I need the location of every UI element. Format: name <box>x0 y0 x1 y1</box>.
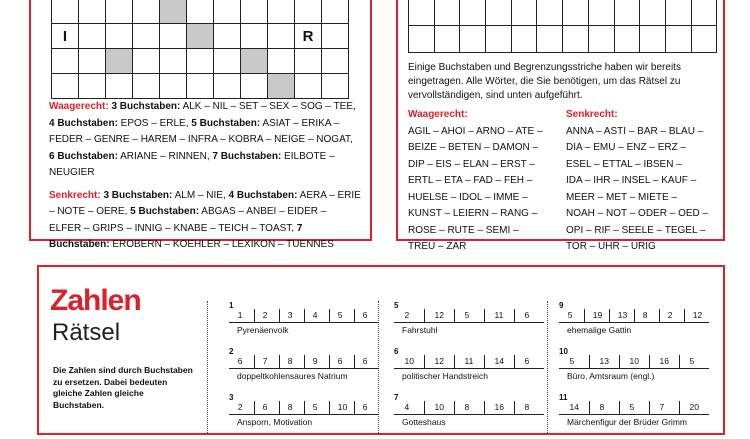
puzzle-item <box>229 347 381 393</box>
down-word-list: Senkrecht: ANNA – ASTI – BAR – BLAU – DIA – EMU – ENZ – ERZ – ESEL – ETTAL – IBSEN – IDA – IHR – INSEL – KAUF – MEER – MET – MIETE – NOAH – NOT – ODER – OED – OPI – RIF – SEELE – TEGEL – TOR – UHR – URIG <box>566 107 716 256</box>
cell-divider <box>279 401 280 415</box>
cell-digit: 16 <box>494 402 504 412</box>
cell-divider <box>304 355 305 369</box>
cell-digit: 8 <box>464 402 470 412</box>
cell-divider <box>484 309 485 323</box>
cell-digit: 11 <box>494 310 504 320</box>
cell-divider <box>679 355 680 369</box>
puzzle-description: Die Zahlen sind durch Buchstaben zu ersetzen. Dabei bedeuten gleiche Zahlen gleiche Buchstaben. <box>53 365 193 410</box>
cell-digit: 2 <box>404 310 410 320</box>
puzzle-hint: Märchenfigur der Brüder Grimm <box>567 417 687 427</box>
clues-left <box>49 99 361 254</box>
cell-divider <box>279 309 280 323</box>
cell-divider <box>254 309 255 323</box>
cell-digit: 5 <box>464 310 470 320</box>
cell-divider <box>454 401 455 415</box>
puzzle-item <box>559 301 711 347</box>
cell-digit: 6 <box>237 356 243 366</box>
cell-digit: 5 <box>569 356 575 366</box>
cell-digit: 10 <box>337 402 348 412</box>
cell-digit: 3 <box>287 310 293 320</box>
cell-digit: 1 <box>237 310 243 320</box>
crossword-panel-right <box>396 0 725 252</box>
cell-digit: 4 <box>404 402 410 412</box>
cell-divider <box>634 309 635 323</box>
cell-digit: 6 <box>362 310 368 320</box>
cell-digit: 6 <box>262 402 268 412</box>
cell-digit: 12 <box>434 310 444 320</box>
puzzle-item-number: 11 <box>559 393 568 402</box>
cell-divider <box>304 401 305 415</box>
cell-digit: 13 <box>617 310 628 320</box>
puzzle-item <box>394 393 546 439</box>
cell-divider <box>484 355 485 369</box>
puzzle-title: Zahlen <box>50 284 141 317</box>
cell-divider <box>424 309 425 323</box>
cell-digit: 8 <box>524 402 530 412</box>
cell-digit: 8 <box>599 402 605 412</box>
puzzle-hint: Gotteshaus <box>402 417 446 427</box>
cell-divider <box>514 309 515 323</box>
cell-digit: 12 <box>434 356 444 366</box>
cell-divider <box>454 355 455 369</box>
cell-divider <box>279 355 280 369</box>
grid-cell-letter[interactable]: I <box>52 24 79 49</box>
cell-digit: 14 <box>494 356 504 366</box>
cell-divider <box>514 401 515 415</box>
cell-divider <box>454 309 455 323</box>
answer-cells[interactable] <box>229 309 379 323</box>
crossword-grid-left <box>51 0 349 99</box>
cell-divider <box>254 401 255 415</box>
answer-cells[interactable] <box>559 309 709 323</box>
crossword-grid-right <box>408 0 717 53</box>
puzzle-hint: Büro, Amtsraum (engl.) <box>567 371 655 381</box>
puzzle-item <box>229 301 381 347</box>
cell-digit: 10 <box>629 356 639 366</box>
cell-divider <box>484 401 485 415</box>
cell-digit: 5 <box>629 402 635 412</box>
puzzle-column-2 <box>394 301 546 439</box>
cell-digit: 5 <box>689 356 695 366</box>
answer-cells[interactable] <box>559 401 709 415</box>
puzzle-item <box>394 301 546 347</box>
answer-cells[interactable] <box>559 355 709 369</box>
crossword-panel-left <box>29 0 372 250</box>
cell-digit: 14 <box>569 402 579 412</box>
cell-digit: 4 <box>312 310 318 320</box>
cell-divider <box>659 309 660 323</box>
cell-digit: 6 <box>362 402 368 412</box>
across-heading: Waagerecht: <box>49 101 109 112</box>
cell-divider <box>304 309 305 323</box>
puzzle-hint: doppeltkohlensaures Natrium <box>237 371 348 381</box>
cell-digit: 2 <box>262 310 268 320</box>
puzzle-hint: Fahrstuhl <box>402 325 438 335</box>
cell-digit: 7 <box>659 402 665 412</box>
puzzle-item-number: 9 <box>559 301 564 310</box>
cell-digit: 6 <box>524 356 530 366</box>
cell-digit: 8 <box>287 356 293 366</box>
cell-digit: 19 <box>592 310 603 320</box>
cell-digit: 7 <box>262 356 268 366</box>
cell-divider <box>584 309 585 323</box>
puzzle-hint: politischer Handstreich <box>402 371 488 381</box>
down-clues: Senkrecht: 3 Buchstaben: ALM – NIE, 4 Buchstaben: AERA – ERIE – NOTE – OERE, 5 Buchstaben: ABGAS – ANBEI – EIDER – ELFER – GRIPS – INNIG – KNABE – TEICH – TOAST, 7 Buchstaben: EROBERN – KOEHLER – LEXIKON – TUENNES <box>49 189 361 250</box>
cell-digit: 16 <box>659 356 669 366</box>
answer-cells[interactable] <box>229 401 379 415</box>
cell-divider <box>354 401 355 415</box>
grid-cell-letter[interactable]: R <box>295 24 322 49</box>
down-heading: Senkrecht: <box>49 189 101 201</box>
cell-divider <box>649 355 650 369</box>
puzzle-hint: ehemalige Gattin <box>567 325 632 335</box>
cell-digit: 2 <box>667 310 673 320</box>
cell-divider <box>329 309 330 323</box>
cell-divider <box>354 355 355 369</box>
cell-divider <box>619 401 620 415</box>
cell-divider <box>649 401 650 415</box>
cell-divider <box>329 355 330 369</box>
cell-divider <box>329 401 330 415</box>
puzzle-item <box>559 347 711 393</box>
answer-cells[interactable] <box>394 355 544 369</box>
column-separator <box>547 301 548 433</box>
puzzle-item-number: 2 <box>229 347 234 356</box>
cell-digit: 10 <box>404 356 414 366</box>
cell-divider <box>354 309 355 323</box>
cell-digit: 5 <box>337 310 343 320</box>
puzzle-hint: Pyrenäenvolk <box>237 325 289 335</box>
puzzle-column-1 <box>229 301 381 439</box>
cell-digit: 20 <box>689 402 699 412</box>
cell-divider <box>684 309 685 323</box>
across-clues: Waagerecht: 3 Buchstaben: ALK – NIL – SET – SEX – SOG – TEE, 4 Buchstaben: EPOS – ERLE, 5 Buchstaben: ASIAT – ERIKA – FEDER – GENRE – HAREM – INFRA – KOBRA – NEIGE – NOGAT, 6 Buchstaben: ARIANE – RINNEN, 7 Buchstaben: EILBOTE – NEUGIER <box>49 101 356 178</box>
puzzle-column-3 <box>559 301 711 439</box>
cell-digit: 11 <box>464 356 474 366</box>
puzzle-subtitle: Rätsel <box>52 319 121 346</box>
cell-divider <box>424 401 425 415</box>
cell-divider <box>589 401 590 415</box>
puzzle-hint: Ansporn, Motivation <box>237 417 313 427</box>
cell-divider <box>424 355 425 369</box>
cell-digit: 12 <box>692 310 703 320</box>
puzzle-item-number: 3 <box>229 393 234 402</box>
across-word-list: Waagerecht: AGIL – AHOI – ARNO – ATE – BEIZE – BETEN – DAMON – DIP – EIS – ELAN – ERST – ERTL – ETA – FAD – FEH – HUELSE – IDOL – IMME – KUNST – LEIERN – RANG – ROSE – RUTE – SEMI – TREU – ZAR <box>408 107 556 256</box>
column-separator <box>207 301 208 433</box>
answer-cells[interactable] <box>394 309 544 323</box>
cell-divider <box>254 355 255 369</box>
cell-digit: 6 <box>362 356 368 366</box>
answer-cells[interactable] <box>229 355 379 369</box>
cell-divider <box>609 309 610 323</box>
instructions-text: Einige Buchstaben und Begrenzungsstriche haben wir bereits eingetragen. Alle Wörter, die Sie benötigen, um das Rätsel zu vervollständigen, sind unten aufgeführt. <box>408 62 681 101</box>
cell-digit: 5 <box>567 310 573 320</box>
cell-digit: 8 <box>287 402 293 412</box>
cell-digit: 13 <box>599 356 609 366</box>
cell-digit: 2 <box>237 402 243 412</box>
puzzle-item-number: 7 <box>394 393 399 402</box>
across-heading: Waagerecht: <box>408 109 468 120</box>
cell-digit: 10 <box>434 402 444 412</box>
number-puzzle-panel <box>37 265 725 435</box>
cell-digit: 6 <box>337 356 343 366</box>
puzzle-item-number: 10 <box>559 347 568 356</box>
puzzle-item <box>394 347 546 393</box>
puzzle-item-number: 6 <box>394 347 399 356</box>
cell-divider <box>679 401 680 415</box>
cell-digit: 8 <box>642 310 648 320</box>
puzzle-item-number: 5 <box>394 301 399 310</box>
cell-divider <box>619 355 620 369</box>
cell-digit: 9 <box>312 356 318 366</box>
cell-digit: 5 <box>312 402 318 412</box>
answer-cells[interactable] <box>394 401 544 415</box>
cell-divider <box>589 355 590 369</box>
puzzle-item <box>229 393 381 439</box>
cell-divider <box>514 355 515 369</box>
cell-digit: 6 <box>524 310 530 320</box>
puzzle-item <box>559 393 711 439</box>
puzzle-item-number: 1 <box>229 301 234 310</box>
down-heading: Senkrecht: <box>566 109 618 120</box>
